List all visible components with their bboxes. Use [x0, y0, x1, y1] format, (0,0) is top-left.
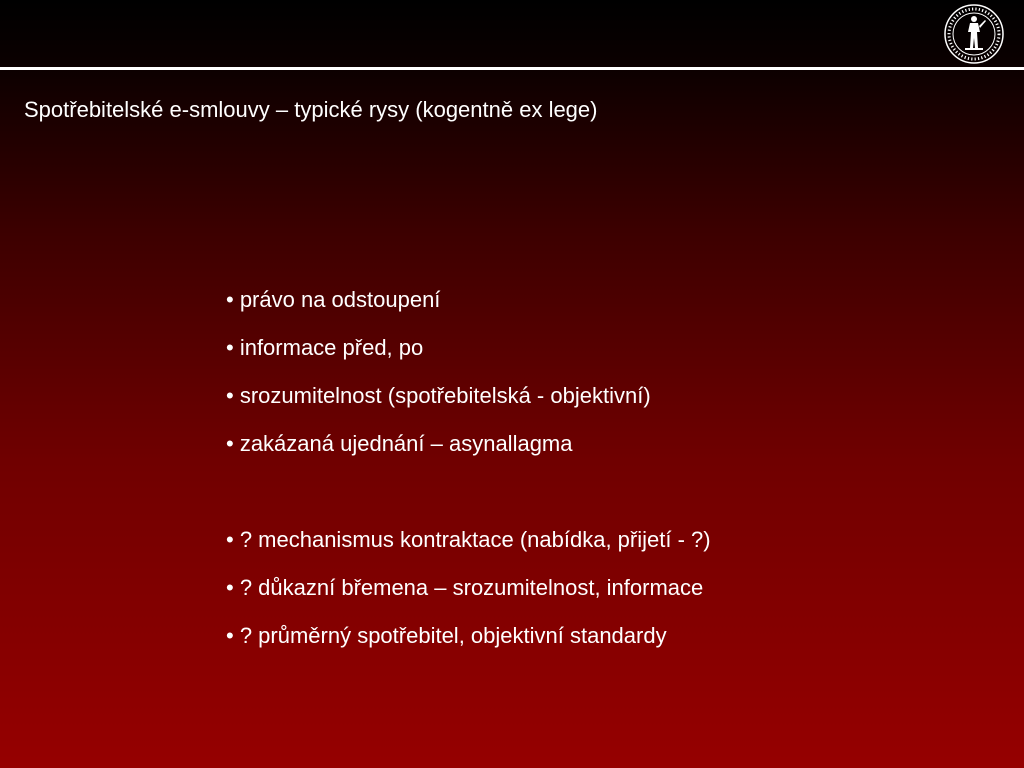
bullet-item: • ? mechanismus kontraktace (nabídka, přijetí - ?): [226, 527, 711, 552]
bullet-item: • srozumitelnost (spotřebitelská - objektivní): [226, 383, 651, 408]
bullet-item: • právo na odstoupení: [226, 287, 441, 312]
slide-title: Spotřebitelské e-smlouvy – typické rysy (kogentně ex lege): [24, 97, 598, 122]
slide-header-bar: [0, 0, 1024, 68]
bullet-item: • informace před, po: [226, 335, 424, 360]
university-seal-logo: [942, 2, 1006, 66]
bullet-item: • ? průměrný spotřebitel, objektivní standardy: [226, 623, 667, 648]
bullet-item: • ? důkazní břemena – srozumitelnost, informace: [226, 575, 704, 600]
bullet-list: [226, 286, 711, 670]
header-divider-line: [0, 67, 1024, 70]
bullet-item: • zakázaná ujednání – asynallagma: [226, 431, 573, 456]
